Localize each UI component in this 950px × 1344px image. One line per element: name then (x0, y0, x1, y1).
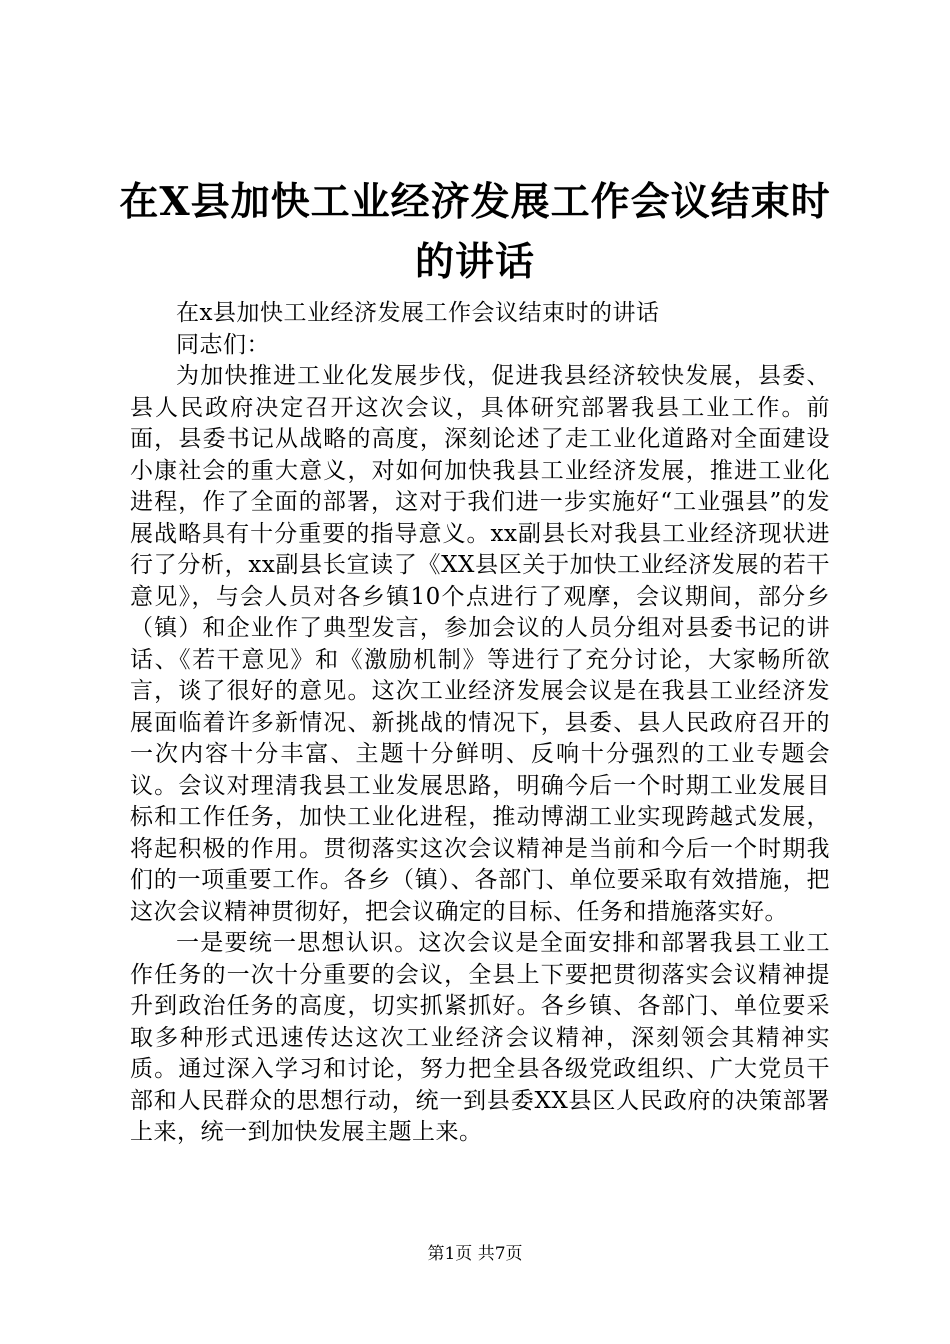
body-paragraph-salutation: 同志们： (176, 331, 270, 358)
page-footer: 第1页 共7页 (427, 1244, 523, 1264)
body-paragraph-subtitle: 在x县加快工业经济发展工作会议结束时的讲话 (176, 300, 660, 326)
body-paragraph: 一是要统一思想认识。这次会议是全面安排和部署我县工业工作任务的一次十分重要的会议，全县上下要把贯彻落实会议精神提升到政治任务的高度，切实抓紧抓好。各乡镇、各部门、单位要采取多种形式迅速传达这次工业经济会议精神，深刻领会其精神实质。通过深入学习和讨论，努力把全县各级党政组织、广大党员干部和人民群众的思想行动，统一到县委XX县区人民政府的决策部署上来，统一到加快发展主题上来。 (130, 930, 830, 1145)
body-paragraph: 为加快推进工业化发展步伐，促进我县经济较快发展，县委、县人民政府决定召开这次会议，具体研究部署我县工业工作。前面，县委书记从战略的高度，深刻论述了走工业化道路对全面建设小康社会的重大意义，对如何加快我县工业经济发展，推进工业化进程，作了全面的部署，这对于我们进一步实施好“工业强县”的发展战略具有十分重要的指导意义。xx副县长对我县工业经济现状进行了分析，xx副县长宣读了《XX县区关于加快工业经济发展的若干意见》，与会人员对各乡镇10个点进行了观摩，会议期间，部分乡（镇）和企业作了典型发言，参加会议的人员分组对县委书记的讲话、《若干意见》和《激励机制》等进行了充分讨论，大家畅所欲言，谈了很好的意见。这次工业经济发展会议是在我县工业经济发展面临着许多新情况、新挑战的情况下，县委、县人民政府召开的一次内容十分丰富、主题十分鲜明、反响十分强烈的工业专题会议。会议对理清我县工业发展思路，明确今后一个时期工业发展目标和工作任务，加快工业化进程，推动博湖工业实现跨越式发展，将起积极的作用。贯彻落实这次会议精神是当前和今后一个时期我们的一项重要工作。各乡（镇）、各部门、单位要采取有效措施，把这次会议精神贯彻好，把会议确定的目标、任务和措施落实好。 (130, 363, 830, 925)
document-title: 在X县加快工业经济发展工作会议结束时的讲话 (119, 179, 831, 285)
document-body (130, 298, 830, 1149)
